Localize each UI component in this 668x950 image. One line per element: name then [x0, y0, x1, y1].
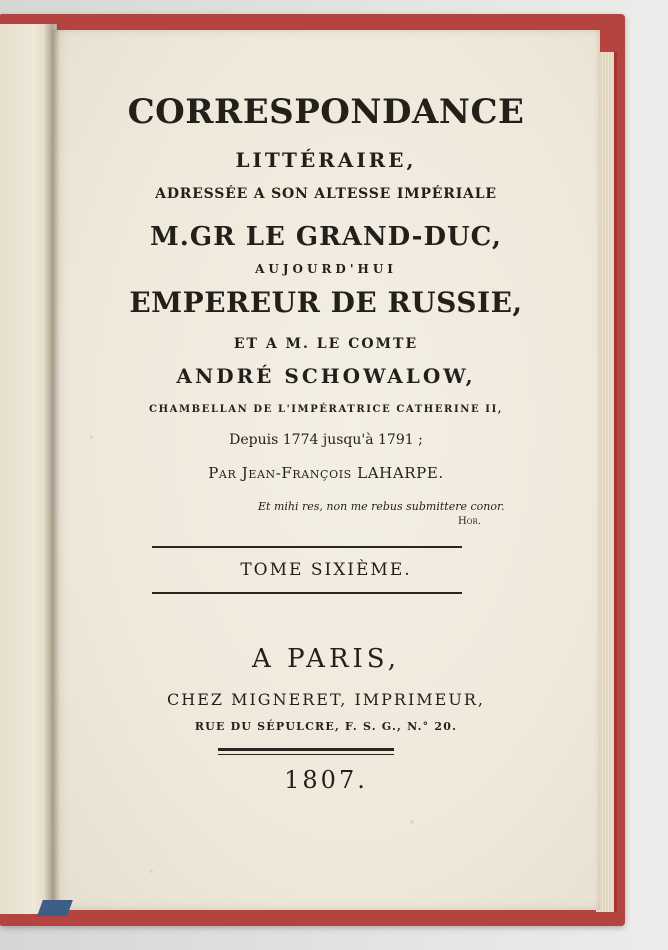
today-line: AUJOURD'HUI [255, 262, 397, 276]
and-count-line: ET A M. LE COMTE [233, 336, 419, 352]
grand-duc-line: M.GR LE GRAND-DUC, [150, 222, 502, 252]
addressee-line: ADRESSÉE A SON ALTESSE IMPÉRIALE [155, 186, 497, 202]
year-line: 1807. [284, 766, 368, 794]
printer-line: CHEZ MIGNERET, IMPRIMEUR, [167, 690, 485, 709]
book-title: CORRESPONDANCE [127, 92, 525, 132]
dates-line: Depuis 1774 jusqu'à 1791 ; [229, 432, 423, 448]
ribbon-bookmark [37, 900, 73, 916]
epigraph-source: Hor. [458, 516, 481, 527]
foxing-spot [150, 870, 153, 873]
rule-bottom [152, 592, 462, 594]
double-rule-thick [218, 748, 394, 751]
author-line: Par Jean-François LAHARPE. [208, 464, 444, 482]
book-subtitle: LITTÉRAIRE, [235, 148, 417, 172]
rule-top [152, 546, 462, 548]
city-line: A PARIS, [252, 644, 400, 674]
chamberlain-line: CHAMBELLAN DE L'IMPÉRATRICE CATHERINE II, [149, 404, 503, 415]
count-name-line: ANDRÉ SCHOWALOW, [176, 364, 476, 388]
foxing-spot [410, 820, 414, 824]
double-rule-thin [218, 754, 394, 755]
epigraph: Et mihi res, non me rebus submittere conor. [258, 500, 505, 513]
emperor-line: EMPEREUR DE RUSSIE, [129, 286, 523, 319]
address-line: RUE DU SÉPULCRE, F. S. G., N.° 20. [194, 720, 458, 733]
volume-line: TOME SIXIÈME. [240, 560, 412, 580]
